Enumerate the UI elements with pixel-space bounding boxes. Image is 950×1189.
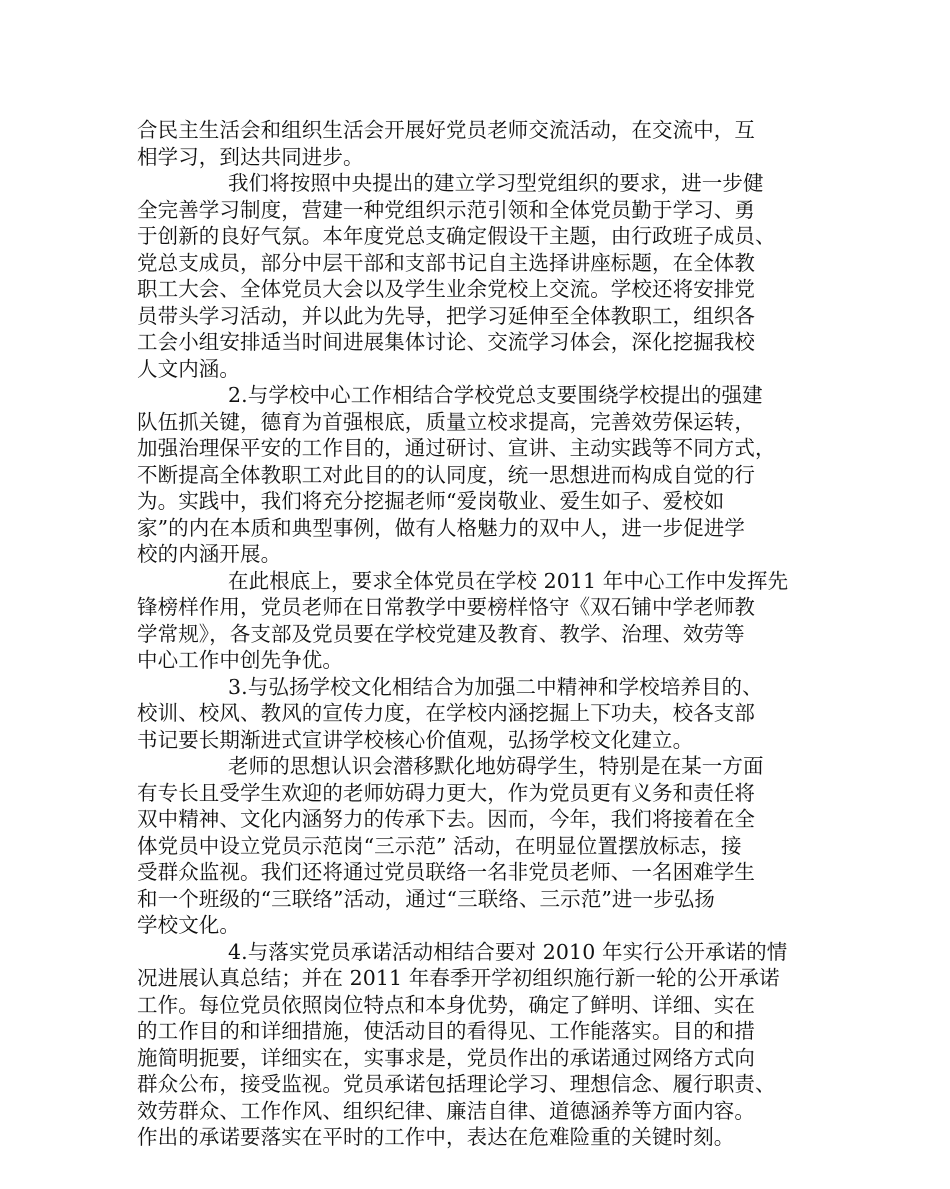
text-line: 学常规》，各支部及党员要在学校党建及教育、教学、治理、效劳等 — [137, 621, 745, 646]
text-line: 校训、校风、教风的宣传力度，在学校内涵挖掘上下功夫，校各支部 — [137, 701, 755, 725]
text-line: 书记要长期渐进式宣讲学校核心价值观，弘扬学校文化建立。 — [137, 727, 694, 752]
document-body — [137, 117, 817, 1151]
text-line: 有专长且受学生欢迎的老师妨碍力更大，作为党员更有义务和责任将 — [137, 780, 755, 805]
text-line: 工作。每位党员依照岗位特点和本身优势，确定了鲜明、详细、实在 — [137, 992, 755, 1017]
text-line: 全完善学习制度，营建一种党组织示范引领和全体党员勤于学习、勇 — [137, 197, 755, 222]
text-line: 在此根底上，要求全体党员在学校 2011 年中心工作中发挥先 — [228, 568, 789, 593]
text-line: 锋榜样作用，党员老师在日常教学中要榜样恪守《双石铺中学老师教 — [137, 595, 755, 619]
text-line: 我们将按照中央提出的建立学习型党组织的要求，进一步健 — [228, 171, 764, 195]
text-line: 员带头学习活动，并以此为先导，把学习延伸至全体教职工，组织各 — [137, 303, 755, 328]
text-line: 为。实践中，我们将充分挖掘老师“爱岗敬业、爱生如子、爱校如 — [137, 489, 725, 513]
text-line: 4.与落实党员承诺活动相结合要对 2010 年实行公开承诺的情 — [228, 939, 788, 964]
text-line: 况进展认真总结；并在 2011 年春季开学初组织施行新一轮的公开承诺 — [137, 966, 780, 990]
text-line: 施简明扼要，详细实在，实事求是，党员作出的承诺通过网络方式向 — [137, 1045, 755, 1070]
text-line: 合民主生活会和组织生活会开展好党员老师交流活动，在交流中，互 — [137, 118, 755, 142]
text-line: 的工作目的和详细措施，使活动目的看得见、工作能落实。目的和措 — [137, 1019, 755, 1043]
text-line: 工会小组安排适当时间进展集体讨论、交流学习体会，深化挖掘我校 — [137, 330, 755, 354]
text-line: 队伍抓关键，德育为首强根底，质量立校求提高，完善效劳保运转， — [137, 409, 755, 434]
text-line: 不断提高全体教职工对此目的的认同度，统一思想进而构成自觉的行 — [137, 462, 755, 487]
text-line: 相学习，到达共同进步。 — [137, 144, 364, 169]
text-line: 2.与学校中心工作相结合学校党总支要围绕学校提出的强建 — [228, 383, 763, 407]
text-line: 中心工作中创先争优。 — [137, 648, 343, 672]
text-line: 家”的内在本质和典型事例，做有人格魅力的双中人，进一步促进学 — [137, 515, 745, 540]
text-line: 校的内涵开展。 — [137, 542, 282, 566]
text-line: 和一个班级的“三联络”活动，通过“三联络、三示范”进一步弘扬 — [137, 886, 715, 911]
text-line: 群众公布，接受监视。党员承诺包括理论学习、理想信念、履行职责、 — [137, 1072, 776, 1096]
text-line: 于创新的良好气氛。本年度党总支确定假设干主题，由行政班子成员、 — [137, 224, 776, 248]
text-line: 老师的思想认识会潜移默化地妨碍学生，特别是在某一方面 — [228, 754, 764, 778]
text-line: 3.与弘扬学校文化相结合为加强二中精神和学校培养目的、 — [228, 674, 763, 699]
text-line: 党总支成员，部分中层干部和支部书记自主选择讲座标题，在全体教 — [137, 250, 755, 275]
text-line: 作出的承诺要落实在平时的工作中，表达在危难险重的关键时刻。 — [137, 1125, 735, 1149]
text-line: 职工大会、全体党员大会以及学生业余党校上交流。学校还将安排党 — [137, 277, 755, 301]
text-line: 受群众监视。我们还将通过党员联络一名非党员老师、一名困难学生 — [137, 860, 755, 884]
text-line: 体党员中设立党员示范岗“三示范” 活动，在明显位置摆放标志，接 — [137, 833, 742, 858]
text-line: 加强治理保平安的工作目的，通过研讨、宣讲、主动实践等不同方式， — [137, 436, 776, 460]
text-line: 双中精神、文化内涵努力的传承下去。因而，今年，我们将接着在全 — [137, 807, 755, 831]
text-line: 学校文化。 — [137, 913, 240, 937]
text-line: 效劳群众、工作作风、组织纪律、廉洁自律、道德涵养等方面内容。 — [137, 1098, 755, 1123]
text-line: 人文内涵。 — [137, 356, 240, 381]
